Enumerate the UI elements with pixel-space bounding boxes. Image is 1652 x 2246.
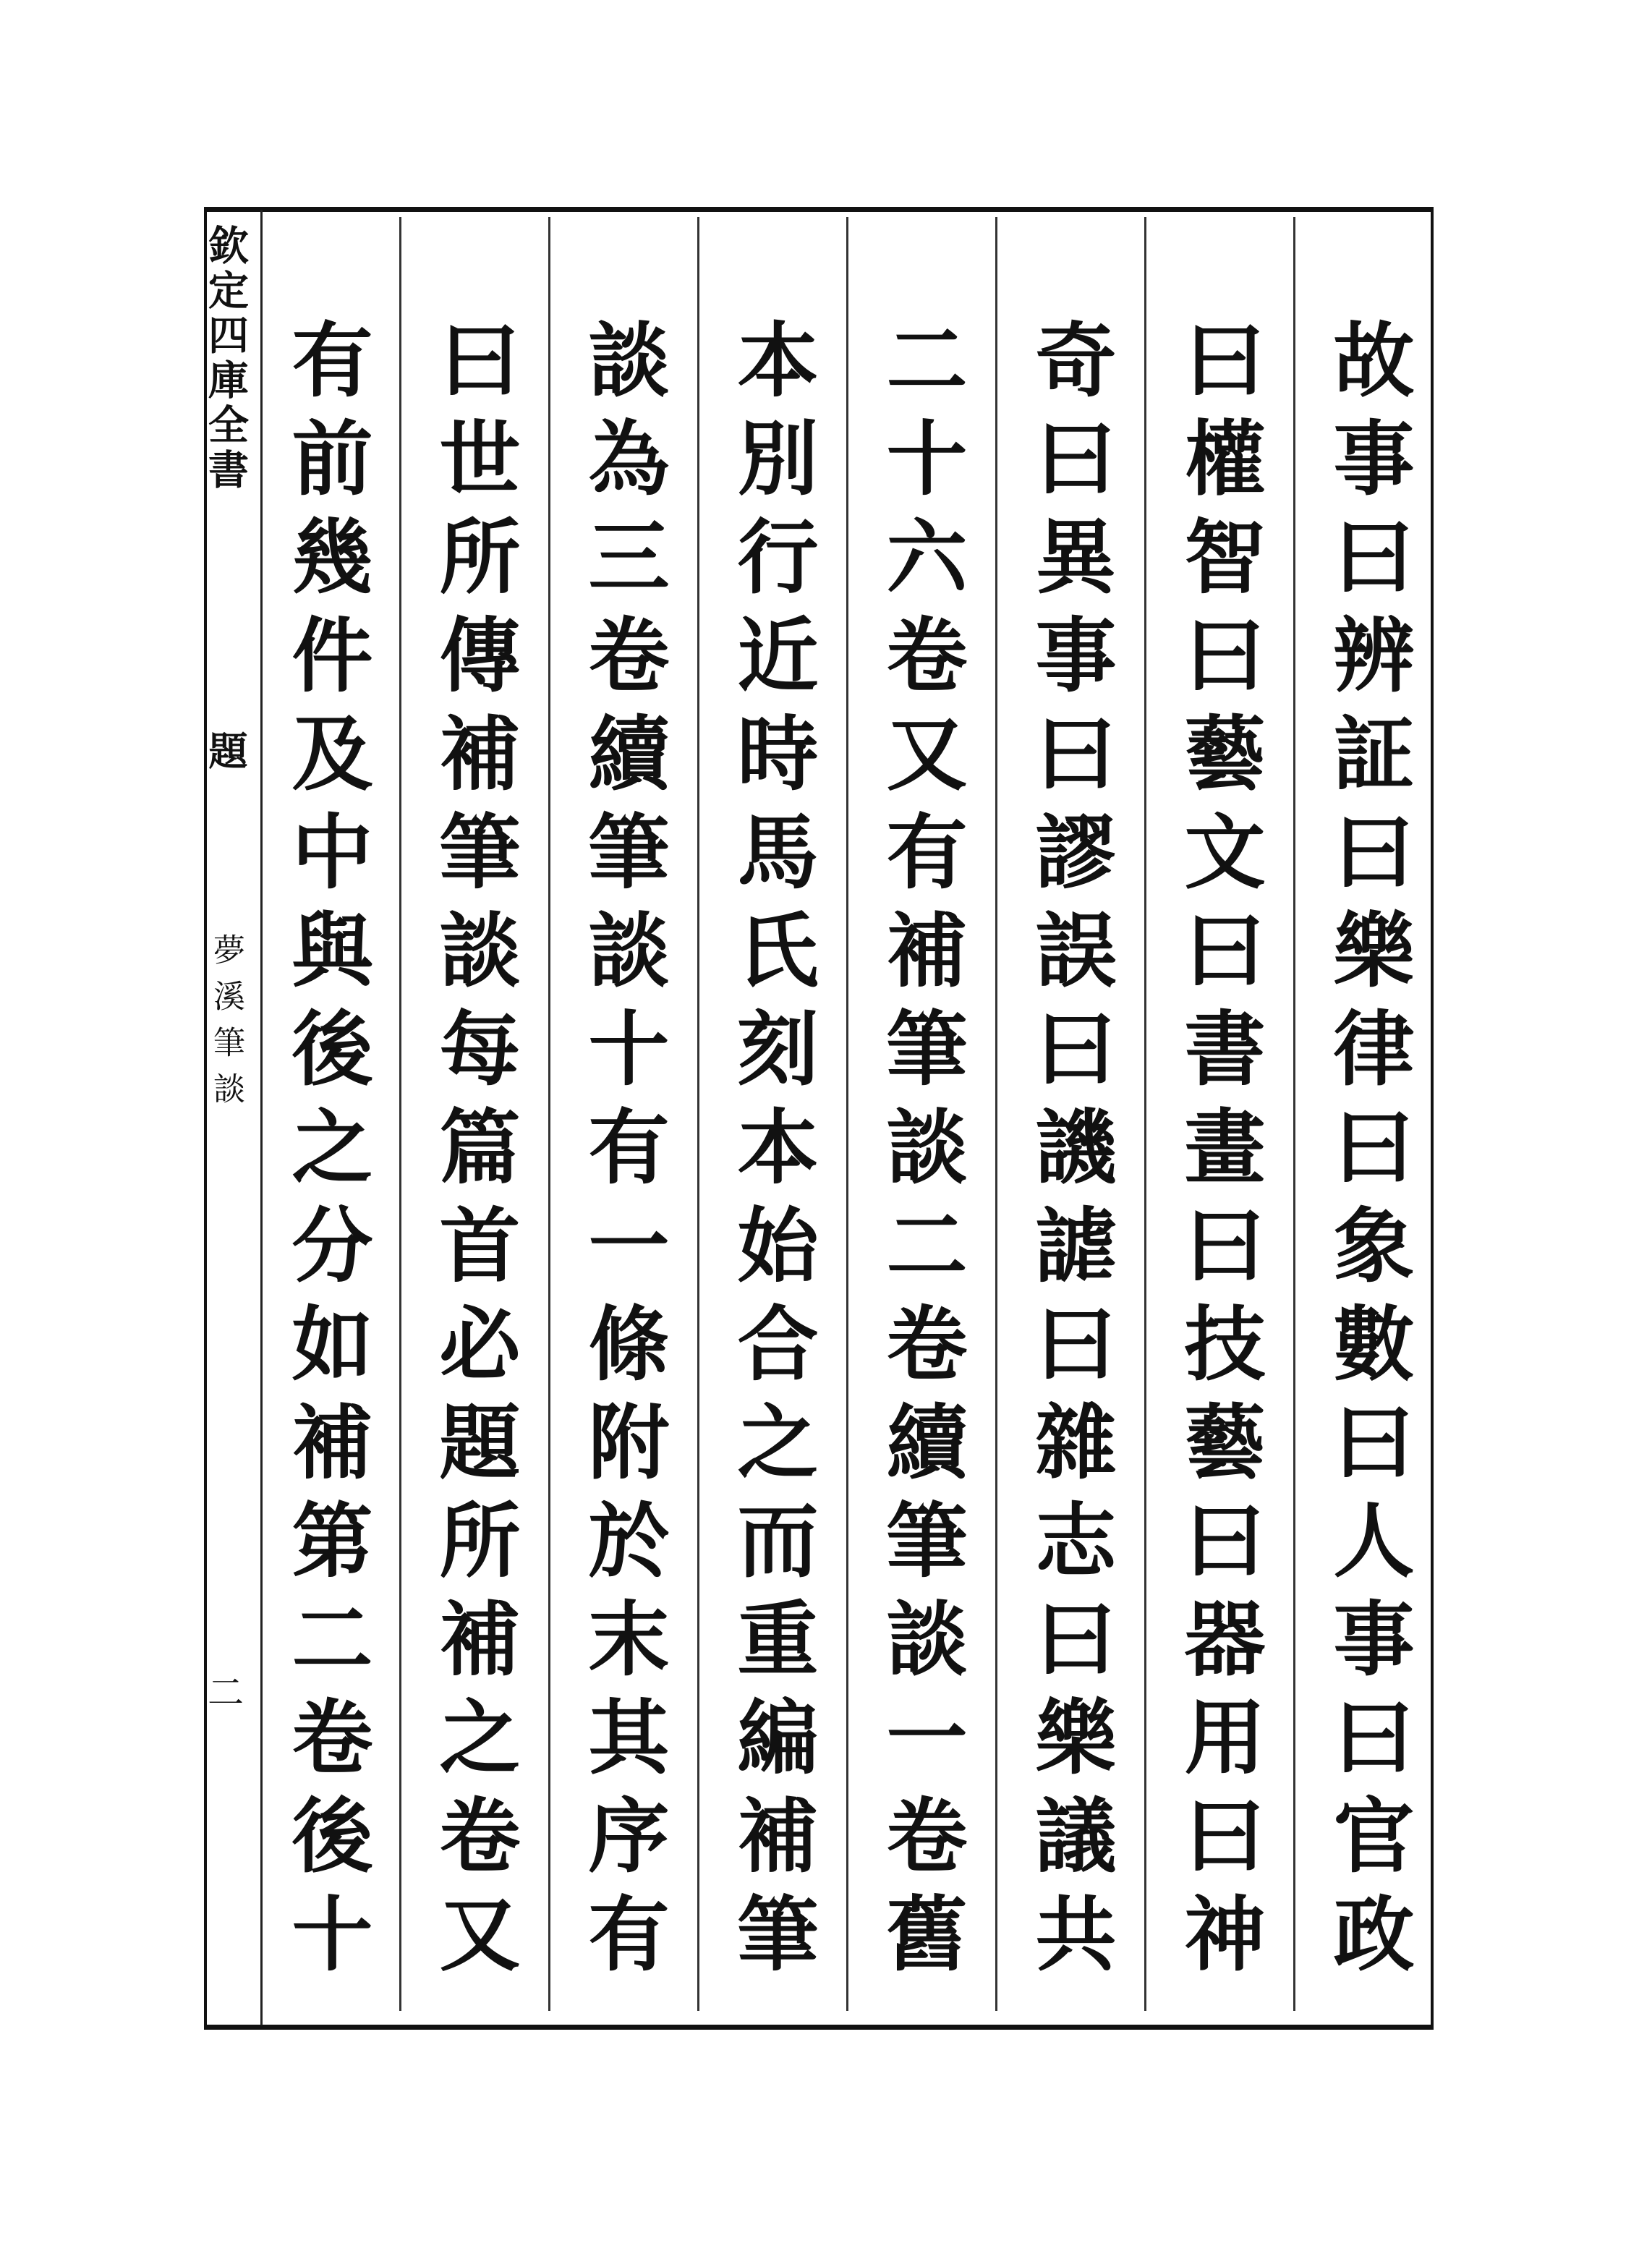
book-title: 夢溪筆談 [208,933,244,1118]
text-column-8: 有前幾件及中與後之分如補第二卷後十 [278,318,373,1990]
text-column-1: 故事曰辨証曰樂律曰象數曰人事曰官政 [1320,318,1415,1990]
text-column-5: 本別行近時馬氏刻本始合之而重編補筆 [724,318,819,1990]
collection-title: 欽定四庫全書 [202,224,250,493]
text-column-3: 奇曰異事曰謬誤曰譏謔曰雜志曰樂議共 [1022,318,1117,1990]
text-column-7: 曰世所傳補筆談每篇首必題所補之卷又 [426,318,521,1990]
text-column-4: 二十六卷又有補筆談二卷續筆談一卷舊 [873,318,968,1990]
section-label: 題 [203,731,249,770]
text-column-2: 曰權智曰藝文曰書畫曰技藝曰器用曰神 [1171,318,1266,1990]
page-number: 二 [208,1672,244,1714]
text-column-6: 談為三卷續筆談十有一條附於末其序有 [575,318,670,1990]
